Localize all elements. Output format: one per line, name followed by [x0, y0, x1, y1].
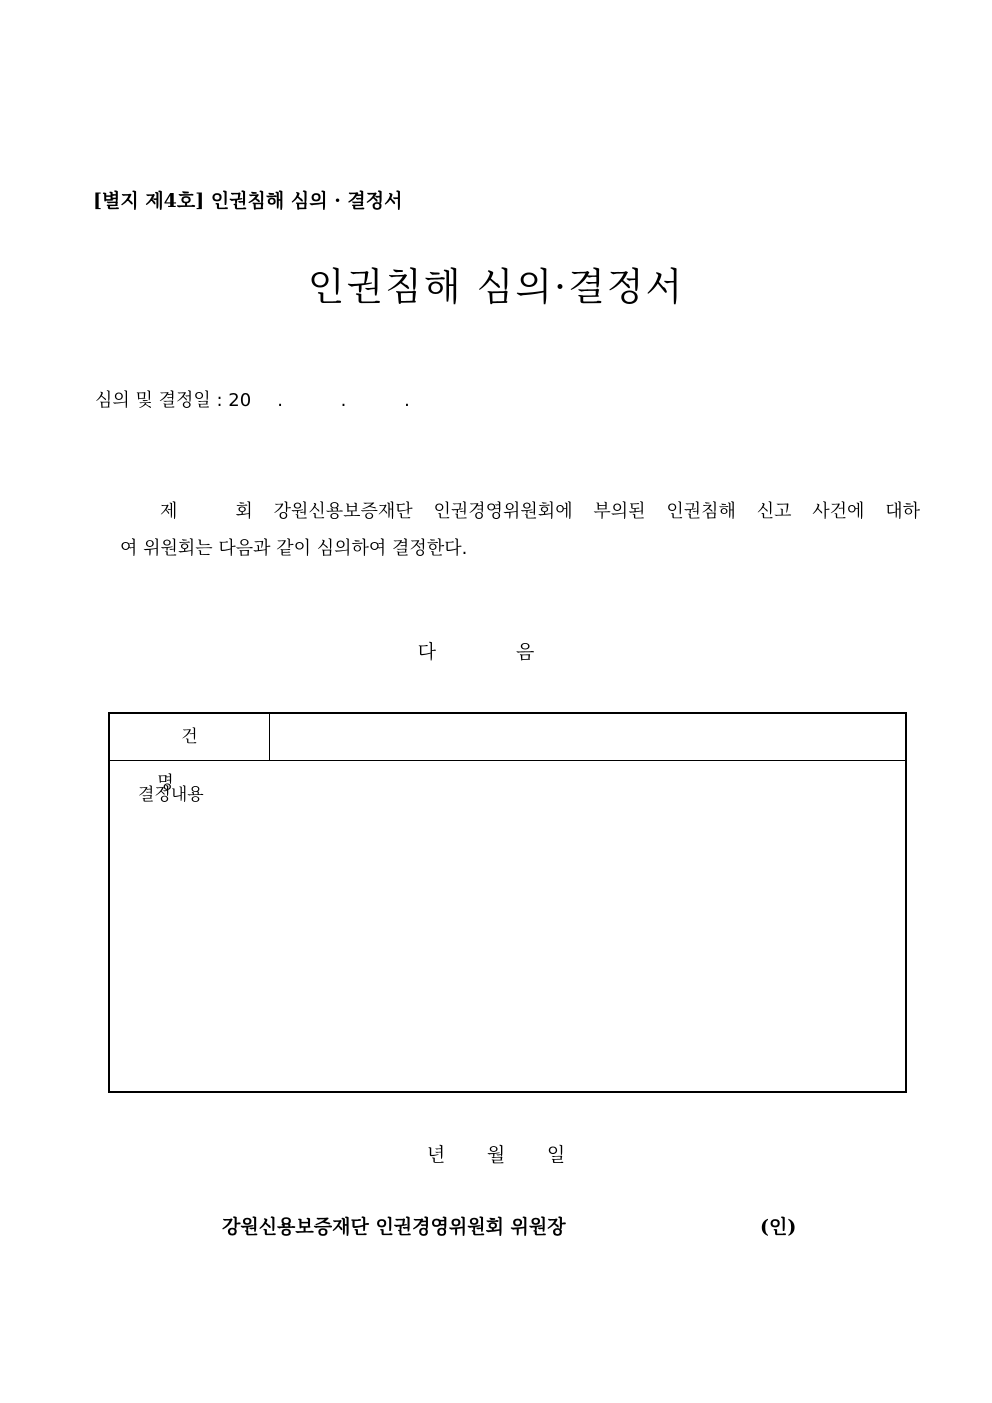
decision-table [108, 712, 907, 1093]
year-label: 년 [426, 1144, 446, 1166]
case-name-field[interactable] [270, 714, 905, 760]
following-heading: 다음 [417, 641, 615, 663]
case-name-row [110, 714, 905, 793]
body-line-1-text: 회 강원신용보증재단 인권경영위원회에 부의된 인권침해 신고 사건에 대하 [235, 501, 920, 522]
form-number-label: [별지 제4호] 인권침해 심의 · 결정서 [93, 190, 403, 212]
decision-date-placeholder: . . . [277, 390, 436, 411]
body-line-1 [120, 493, 920, 530]
day-label: 일 [546, 1144, 566, 1166]
decision-content-label: 결정내용 [138, 785, 204, 805]
session-prefix: 제 [160, 501, 178, 522]
case-name-label: 건명 [110, 714, 270, 760]
seal-mark: (인) [760, 1216, 797, 1238]
decision-date-label: 심의 및 결정일 : 20 [95, 390, 252, 411]
chairperson-signature: 강원신용보증재단 인권경영위원회 위원장 [222, 1216, 566, 1238]
body-paragraph [120, 493, 920, 567]
month-label: 월 [486, 1144, 506, 1166]
signature-date [0, 1140, 992, 1167]
decision-date-line [95, 386, 436, 412]
page-title: 인권침해 심의·결정서 [307, 265, 685, 309]
body-line-2: 여 위원회는 다음과 같이 심의하여 결정한다. [120, 538, 468, 559]
